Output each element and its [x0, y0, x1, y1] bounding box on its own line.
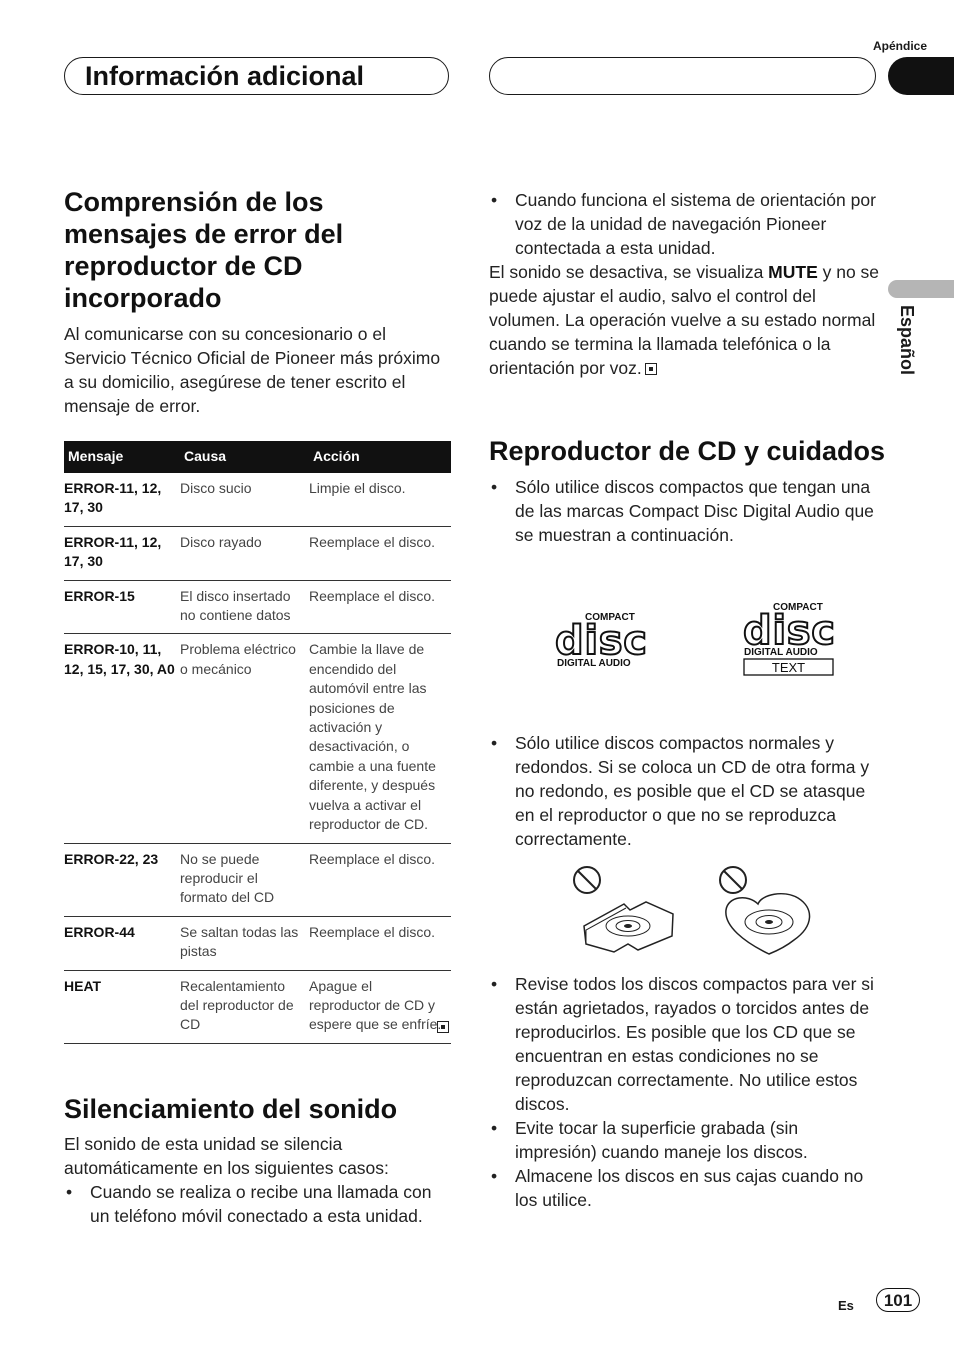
mute-after-pre: El sonido se desactiva, se visualiza: [489, 262, 769, 282]
compact-disc-text-logo: [740, 598, 840, 680]
table-row: [64, 970, 451, 1043]
list-item: • Sólo utilice discos compactos normales y redondos. Si se coloca un CD de otra forma y no redondo, es posible que el CD se atasque en el reproductor o que no se reproduzca correctamente.: [489, 731, 881, 851]
error-table: [64, 441, 451, 1044]
table-row: [64, 916, 451, 970]
table-row: [64, 526, 451, 580]
page-number: 101: [876, 1288, 920, 1312]
error-cause: Recalentamiento del reproductor de CD: [180, 970, 309, 1043]
error-action: Limpie el disco.: [309, 473, 451, 526]
section-title-pill: [64, 57, 449, 95]
error-code: ERROR-11, 12, 17, 30: [64, 526, 180, 580]
error-cause: Disco sucio: [180, 473, 309, 526]
error-section-title: [64, 186, 454, 314]
mute-after-post: y no se puede ajustar el audio, salvo el control del volumen. La operación vuelve a su estado normal cuando se termina la llamada telefónica o la orientación por voz.: [489, 262, 880, 378]
table-row: [64, 580, 451, 634]
cd-section-title: Reproductor de CD y cuidados: [489, 436, 886, 466]
empty-header-pill: [489, 57, 876, 95]
error-cause: Disco rayado: [180, 526, 309, 580]
language-tab: [888, 280, 954, 298]
list-item: • Evite tocar la superficie grabada (sin impresión) cuando maneje los discos.: [489, 1116, 881, 1164]
error-code: ERROR-44: [64, 916, 180, 970]
logo-top: COMPACT: [773, 602, 823, 613]
appendix-label: Apéndice: [872, 39, 927, 53]
mute-after-text: [489, 260, 881, 380]
list-item: • Cuando funciona el sistema de orientación por voz de la unidad de navegación Pioneer contectada a esta unidad.: [489, 188, 881, 260]
title-line: reproductor de CD: [64, 251, 303, 281]
mute-bullet-list: [64, 1180, 454, 1228]
error-intro: Al comunicarse con su concesionario o el Servicio Técnico Oficial de Pioneer más próximo a su domicilio, asegúrese de tener escrito el mensaje de error.: [64, 324, 441, 416]
error-code: ERROR-15: [64, 580, 180, 634]
cd-bullet-list-2: [489, 731, 881, 851]
language-label: Español: [897, 305, 917, 376]
error-cause: El disco insertado no contiene datos: [180, 580, 309, 634]
mute-intro: El sonido de esta unidad se silencia automáticamente en los siguientes casos:: [64, 1134, 389, 1178]
error-code: ERROR-10, 11, 12, 15, 17, 30, A0: [64, 634, 180, 843]
error-cause: Se saltan todas las pistas: [180, 916, 309, 970]
error-action: Reemplace el disco.: [309, 526, 451, 580]
title-line: mensajes de error del: [64, 219, 344, 249]
irregular-disc-prohibited-icon: [568, 864, 684, 956]
end-mark-icon: [437, 1021, 449, 1033]
error-action: Reemplace el disco.: [309, 843, 451, 916]
error-code: ERROR-11, 12, 17, 30: [64, 473, 180, 526]
header-accion: Acción: [309, 441, 451, 473]
section-title: Información adicional: [85, 61, 365, 91]
logo-main: disc: [555, 618, 647, 664]
logo-bottom: DIGITAL AUDIO: [744, 647, 818, 658]
logo-top: COMPACT: [585, 612, 635, 623]
error-cause: Problema eléctrico o mecánico: [180, 634, 309, 843]
footer-language: Es: [838, 1298, 854, 1313]
logo-main: disc: [743, 608, 835, 654]
chapter-tab: [888, 57, 954, 95]
error-code: ERROR-22, 23: [64, 843, 180, 916]
title-line: incorporado: [64, 283, 222, 313]
table-header-row: [64, 441, 451, 473]
list-item: • Revise todos los discos compactos para ver si están agrietados, rayados o torcidos antes de reproducirlos. Es posible que los CD que se encuentran en estas condiciones no se reproduzcan correctamente. No utilice estos discos.: [489, 972, 881, 1116]
table-row: [64, 473, 451, 526]
mute-indicator: MUTE: [768, 262, 818, 282]
error-action: Reemplace el disco.: [309, 916, 451, 970]
header-mensaje: Mensaje: [64, 441, 180, 473]
table-row: [64, 634, 451, 843]
error-action: Apague el reproductor de CD y espere que se enfríe.: [309, 970, 451, 1043]
heart-disc-prohibited-icon: [714, 864, 824, 960]
error-code: HEAT: [64, 970, 180, 1043]
mute-section-title: Silenciamiento del sonido: [64, 1094, 398, 1124]
compact-disc-logo: [552, 606, 652, 672]
error-cause: No se puede reproducir el formato del CD: [180, 843, 309, 916]
title-line: Comprensión de los: [64, 187, 324, 217]
logo-bottom: DIGITAL AUDIO: [557, 658, 631, 669]
list-item: • Cuando se realiza o recibe una llamada con un teléfono móvil conectado a esta unidad.: [64, 1180, 454, 1228]
mute-bullet-list-continued: [489, 188, 881, 260]
error-action: Reemplace el disco.: [309, 580, 451, 634]
end-mark-icon: [645, 363, 657, 375]
cd-bullet-list-1: [489, 475, 881, 547]
error-action: Cambie la llave de encendido del automóvil entre las posiciones de activación y desactivación, o cambie a una fuente diferente, y después vuelva a activar el reproductor de CD.: [309, 634, 451, 843]
table-row: [64, 843, 451, 916]
header-causa: Causa: [180, 441, 309, 473]
logo-text-label: TEXT: [771, 660, 806, 675]
list-item: • Almacene los discos en sus cajas cuando no los utilice.: [489, 1164, 881, 1212]
list-item: • Sólo utilice discos compactos que tengan una de las marcas Compact Disc Digital Audio que se muestran a continuación.: [489, 475, 881, 547]
cd-bullet-list-3: [489, 972, 881, 1212]
